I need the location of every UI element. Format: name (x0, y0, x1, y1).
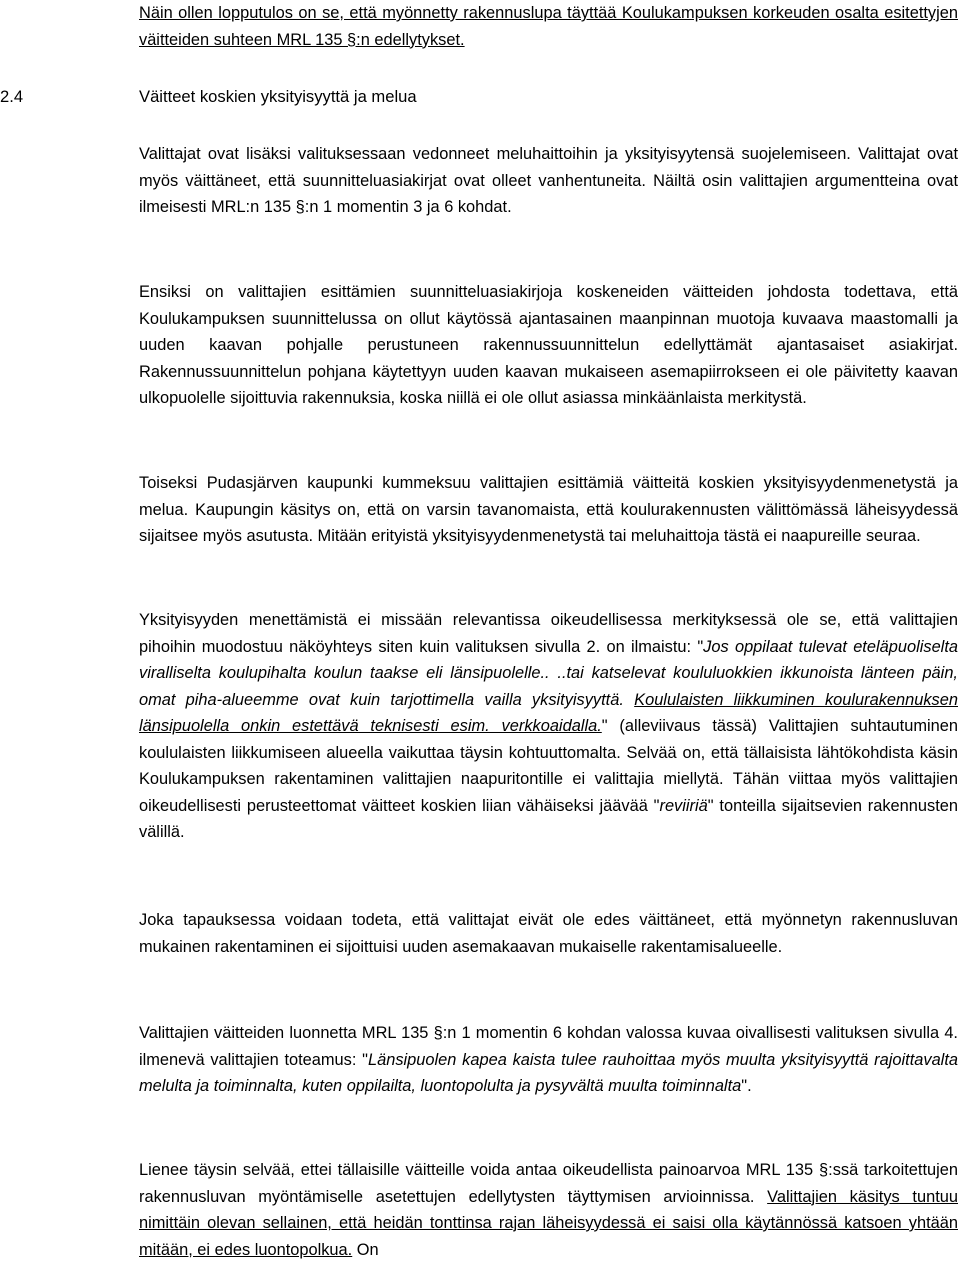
section-number: 2.4 (0, 87, 24, 106)
paragraph-1 (139, 141, 958, 221)
paragraph-4-text-1: Yksityisyyden menettämistä ei missään relevantissa oikeudellisessa merkityksessä ole se, että valittajien pihoihin muodostuu näköyhteys siten kuin valituksen sivulla 2. on ilmaistu: " (139, 611, 958, 656)
paragraph-6-quote: Länsipuolen kapea kaista tulee rauhoittaa myös muulta yksityisyyttä rajoittavalta melulta ja toiminnalta, kuten oppilailta, luontopolulta ja pysyvältä muulta toiminnalta (139, 1050, 958, 1095)
paragraph-5 (139, 907, 958, 960)
intro-paragraph (139, 0, 958, 53)
paragraph-3-text: Toiseksi Pudasjärven kaupunki kummeksuu valittajien esittämiä väitteitä koskien yksityisyydenmenetystä ja melua. Kaupungin käsitys on, että on varsin tavanomaista, että koulurakennusten välittömässä läheisyydessä sijaitsee myös asutusta. Mitään erityistä yksityisyydenmenetystä tai meluhaittoja tästä ei naapureille seuraa. (139, 474, 958, 545)
paragraph-4-quote-underlined: Koululaisten liikkuminen koulurakennuksen länsipuolella onkin estettävä teknisesti esim. verkkoaidalla. (139, 690, 958, 735)
paragraph-2-text: Ensiksi on valittajien esittämien suunnitteluasiakirjoja koskeneiden väitteiden johdosta todettava, että Koulukampuksen suunnittelussa on ollut käytössä ajantasainen maanpinnan muotoja kuvaava maastomalli ja uuden kaavan pohjalle perustuneen rakennussuunnittelun edellyttämät ajantasaiset asiakirjat. Rakennussuunnittelun pohjana käytettyyn uuden kaavan mukaiseen asemapiirrokseen ei ole päivitetty kaavan ulkopuolelle sijoittuvia rakennuksia, koska niillä ei ole ollut asiassa minkäänlaista merkitystä. (139, 283, 958, 407)
paragraph-4-quote-text: Jos oppilaat tulevat eteläpuoliselta viralliselta koulupihalta koulun taakse eli länsipuolelle.. ..tai katselevat koululuokkien ikkunoista länteen päin, omat piha-alueemme ovat kuin tarjottimella vailla yksityisyyttä. (139, 637, 958, 709)
paragraph-3 (139, 470, 958, 550)
paragraph-7 (139, 1157, 958, 1263)
paragraph-6-text-2: ". (741, 1077, 752, 1095)
paragraph-6-text-1: Valittajien väitteiden luonnetta MRL 135 §:n 1 momentin 6 kohdan valossa kuvaa oivallisesti valituksen sivulla 4. ilmenevä valittajien toteamus: " (139, 1024, 958, 1069)
paragraph-2 (139, 279, 958, 412)
paragraph-4-reviiria: reviiriä (659, 796, 708, 815)
paragraph-4-text-2: " (alleviivaus tässä) Valittajien suhtautuminen koululaisten liikkumiseen alueella vaikuttaa täysin kohtuuttomalta. Selvää on, että tällaisista lähtökohdista käsin Koulukampuksen rakentaminen valittajien naapuritontille ei valittajia miellytä. Tähän viittaa myös valittajien oikeudellisesti perusteettomat väitteet koskien liian vähäiseksi jäävää " (139, 717, 958, 815)
paragraph-1-text: Valittajat ovat lisäksi valituksessaan vedonneet meluhaittoihin ja yksityisyytensä suojelemiseen. Valittajat ovat myös väittäneet, että suunnitteluasiakirjat ovat olleet vanhentuneita. Näiltä osin valittajien argumentteina ovat ilmeisesti MRL:n 135 §:n 1 momentin 3 ja 6 kohdat. (139, 145, 958, 216)
paragraph-5-text: Joka tapauksessa voidaan todeta, että valittajat eivät ole edes väittäneet, että myönnetyn rakennusluvan mukainen rakentaminen ei sijoittuisi uuden asemakaavan mukaiselle rakentamisalueelle. (139, 911, 958, 956)
paragraph-6 (139, 1020, 958, 1100)
paragraph-4 (139, 607, 958, 846)
section-title: Väitteet koskien yksityisyyttä ja melua (139, 87, 417, 106)
paragraph-7-text-2: On (352, 1240, 379, 1259)
intro-underlined-text: Näin ollen lopputulos on se, että myönnetty rakennuslupa täyttää Koulukampuksen korkeuden osalta esitettyjen väitteiden suhteen MRL 135 §:n edellytykset. (139, 4, 958, 49)
paragraph-4-text-3: " tonteilla sijaitsevien rakennusten välillä. (139, 796, 958, 841)
paragraph-7-underlined: Valittajien käsitys tuntuu nimittäin olevan sellainen, että heidän tonttinsa rajan läheisyydessä ei saisi olla käytännössä katsoen yhtään mitään, ei edes luontopolkua. (139, 1187, 958, 1259)
paragraph-7-text-1: Lienee täysin selvää, ettei tällaisille väitteille voida antaa oikeudellista painoarvoa MRL 135 §:ssä tarkoitettujen rakennusluvan myöntämiselle asetettujen edellytysten täyttymisen arvioinnissa. (139, 1161, 958, 1206)
